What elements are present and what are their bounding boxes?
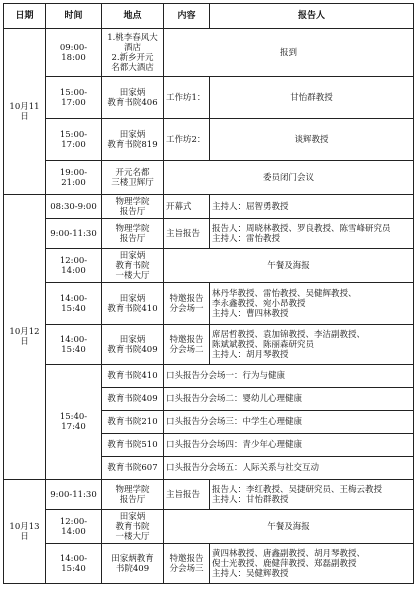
time-cell: 15:00-17:00 bbox=[46, 77, 102, 119]
place-line: 田家炳 bbox=[119, 511, 146, 522]
place-cell bbox=[102, 77, 164, 119]
place-line: 报告厅 bbox=[119, 494, 146, 505]
speaker-line: 主持人：甘怡群教授 bbox=[212, 494, 289, 505]
place-line: 2.新乡开元 bbox=[111, 52, 154, 63]
place-cell: 教育书院409 bbox=[102, 388, 164, 411]
place-line: 田家炳 bbox=[119, 250, 146, 261]
place-line: 教育书院 bbox=[115, 521, 150, 532]
table-row bbox=[4, 480, 414, 510]
table-row bbox=[4, 195, 414, 219]
place-line: 田家炳教育 bbox=[111, 553, 154, 564]
speaker-cell bbox=[210, 219, 414, 249]
content-cell: 口头报告分会场四：青少年心理健康 bbox=[164, 434, 414, 457]
place-line: 报告厅 bbox=[119, 206, 146, 217]
time-cell: 12:00-14:00 bbox=[46, 510, 102, 544]
table-row bbox=[4, 510, 414, 544]
speaker-line: 报告人：周晓林教授、罗良教授、陈雪峰研究员 bbox=[212, 223, 391, 234]
place-cell bbox=[102, 195, 164, 219]
speaker-cell bbox=[210, 544, 414, 584]
speaker-line: 席居哲教授、袁加锦教授、李洁副教授、 bbox=[212, 329, 366, 340]
place-cell bbox=[102, 161, 164, 195]
content-cell bbox=[164, 283, 210, 325]
speaker-cell bbox=[210, 283, 414, 325]
speaker-line: 主持人：雷怡教授 bbox=[212, 233, 281, 244]
place-line: 物理学院 bbox=[115, 223, 150, 234]
date-cell: 10月13日 bbox=[4, 480, 46, 584]
speaker-cell bbox=[210, 325, 414, 365]
table-row bbox=[4, 119, 414, 161]
content-line: 特邀报告 bbox=[169, 334, 204, 345]
header-row bbox=[4, 4, 414, 29]
table-row bbox=[4, 77, 414, 119]
place-cell bbox=[102, 249, 164, 283]
place-line: 教育书院409 bbox=[107, 344, 158, 355]
time-cell: 15:00-17:00 bbox=[46, 119, 102, 161]
content-cell: 主旨报告 bbox=[164, 480, 210, 510]
place-cell bbox=[102, 219, 164, 249]
place-cell: 教育书院510 bbox=[102, 434, 164, 457]
place-line: 酒店 bbox=[123, 42, 141, 53]
content-cell: 开幕式 bbox=[164, 195, 210, 219]
place-line: 书院409 bbox=[115, 563, 150, 574]
time-cell: 08:30-9:00 bbox=[46, 195, 102, 219]
place-line: 1.桃李春风大 bbox=[107, 32, 158, 43]
place-line: 报告厅 bbox=[119, 233, 146, 244]
table-row bbox=[4, 219, 414, 249]
content-cell bbox=[164, 544, 210, 584]
date-cell: 10月11日 bbox=[4, 29, 46, 195]
table-row bbox=[4, 29, 414, 77]
place-line: 一楼大厅 bbox=[115, 270, 150, 281]
time-cell: 09:00-18:00 bbox=[46, 29, 102, 77]
content-line: 特邀报告 bbox=[169, 293, 204, 304]
place-line: 物理学院 bbox=[115, 484, 150, 495]
table-row bbox=[4, 249, 414, 283]
place-line: 三楼卫辉厅 bbox=[111, 177, 154, 188]
speaker-cell: 主持人：屈智勇教授 bbox=[210, 195, 414, 219]
content-cell: 口头报告分会场五：人际关系与社交互动 bbox=[164, 457, 414, 480]
speaker-line: 主持人：吴健辉教授 bbox=[212, 568, 289, 579]
speaker-line: 报告人：李红教授、吴捷研究员、王梅云教授 bbox=[212, 484, 383, 495]
content-cell: 口头报告分会场三：中学生心理健康 bbox=[164, 411, 414, 434]
content-line: 特邀报告 bbox=[169, 553, 204, 564]
table-row bbox=[4, 325, 414, 365]
place-line: 教育书院819 bbox=[107, 139, 158, 150]
speaker-cell: 午餐及海报 bbox=[164, 249, 414, 283]
time-cell: 15:40-17:40 bbox=[46, 365, 102, 480]
content-cell bbox=[164, 325, 210, 365]
content-cell: 工作坊2： bbox=[164, 119, 210, 161]
time-cell: 12:00-14:00 bbox=[46, 249, 102, 283]
place-cell bbox=[102, 510, 164, 544]
content-line: 分会场一 bbox=[169, 303, 204, 314]
content-cell: 主旨报告 bbox=[164, 219, 210, 249]
speaker-cell: 报到 bbox=[164, 29, 414, 77]
place-line: 田家炳 bbox=[119, 334, 146, 345]
speaker-cell: 谈辉教授 bbox=[210, 119, 414, 161]
place-line: 田家炳 bbox=[119, 293, 146, 304]
speaker-cell: 委员闭门会议 bbox=[164, 161, 414, 195]
speaker-line: 陈斌斌教授、陈丽森研究员 bbox=[212, 339, 315, 350]
place-line: 教育书院406 bbox=[107, 97, 158, 108]
content-cell: 口头报告分会场二：婴幼儿心理健康 bbox=[164, 388, 414, 411]
time-cell: 9:00-11:30 bbox=[46, 480, 102, 510]
speaker-cell: 午餐及海报 bbox=[164, 510, 414, 544]
place-line: 名都大酒店 bbox=[111, 62, 154, 73]
header-place: 地点 bbox=[102, 4, 164, 29]
place-cell: 教育书院210 bbox=[102, 411, 164, 434]
schedule-table bbox=[3, 3, 414, 584]
place-line: 物理学院 bbox=[115, 196, 150, 207]
date-cell: 10月12日 bbox=[4, 195, 46, 480]
time-cell: 19:00-21:00 bbox=[46, 161, 102, 195]
header-content: 内容 bbox=[164, 4, 210, 29]
place-line: 田家炳 bbox=[119, 87, 146, 98]
content-line: 分会场三 bbox=[169, 563, 204, 574]
content-cell: 工作坊1： bbox=[164, 77, 210, 119]
place-line: 一楼大厅 bbox=[115, 531, 150, 542]
content-line: 分会场二 bbox=[169, 344, 204, 355]
speaker-line: 黄四林教授、唐鑫副教授、胡月琴教授、 bbox=[212, 548, 366, 559]
table-row bbox=[4, 161, 414, 195]
time-cell: 9:00-11:30 bbox=[46, 219, 102, 249]
place-cell: 教育书院410 bbox=[102, 365, 164, 388]
place-line: 田家炳 bbox=[119, 129, 146, 140]
place-cell: 教育书院607 bbox=[102, 457, 164, 480]
header-speaker: 报告人 bbox=[210, 4, 414, 29]
speaker-line: 林丹华教授、雷怡教授、吴健辉教授、 bbox=[212, 288, 357, 299]
place-cell bbox=[102, 544, 164, 584]
header-time: 时间 bbox=[46, 4, 102, 29]
place-cell bbox=[102, 325, 164, 365]
place-line: 教育书院 bbox=[115, 260, 150, 271]
speaker-line: 主持人：曹四林教授 bbox=[212, 308, 289, 319]
content-cell: 口头报告分会场一：行为与健康 bbox=[164, 365, 414, 388]
table-row bbox=[4, 283, 414, 325]
place-cell bbox=[102, 29, 164, 77]
speaker-line: 主持人：胡月琴教授 bbox=[212, 349, 289, 360]
place-cell bbox=[102, 480, 164, 510]
speaker-line: 李永鑫教授、宛小昂教授 bbox=[212, 298, 306, 309]
speaker-line: 倪士光教授、鹿健萍教授、郑磊副教授 bbox=[212, 558, 357, 569]
speaker-cell: 甘怡群教授 bbox=[210, 77, 414, 119]
place-cell bbox=[102, 283, 164, 325]
header-date: 日期 bbox=[4, 4, 46, 29]
table-row bbox=[4, 365, 414, 388]
table-row bbox=[4, 544, 414, 584]
place-line: 教育书院410 bbox=[107, 303, 158, 314]
time-cell: 14:00-15:40 bbox=[46, 544, 102, 584]
place-cell bbox=[102, 119, 164, 161]
time-cell: 14:00-15:40 bbox=[46, 283, 102, 325]
time-cell: 14:00-15:40 bbox=[46, 325, 102, 365]
speaker-cell bbox=[210, 480, 414, 510]
place-line: 开元名都 bbox=[115, 167, 150, 178]
